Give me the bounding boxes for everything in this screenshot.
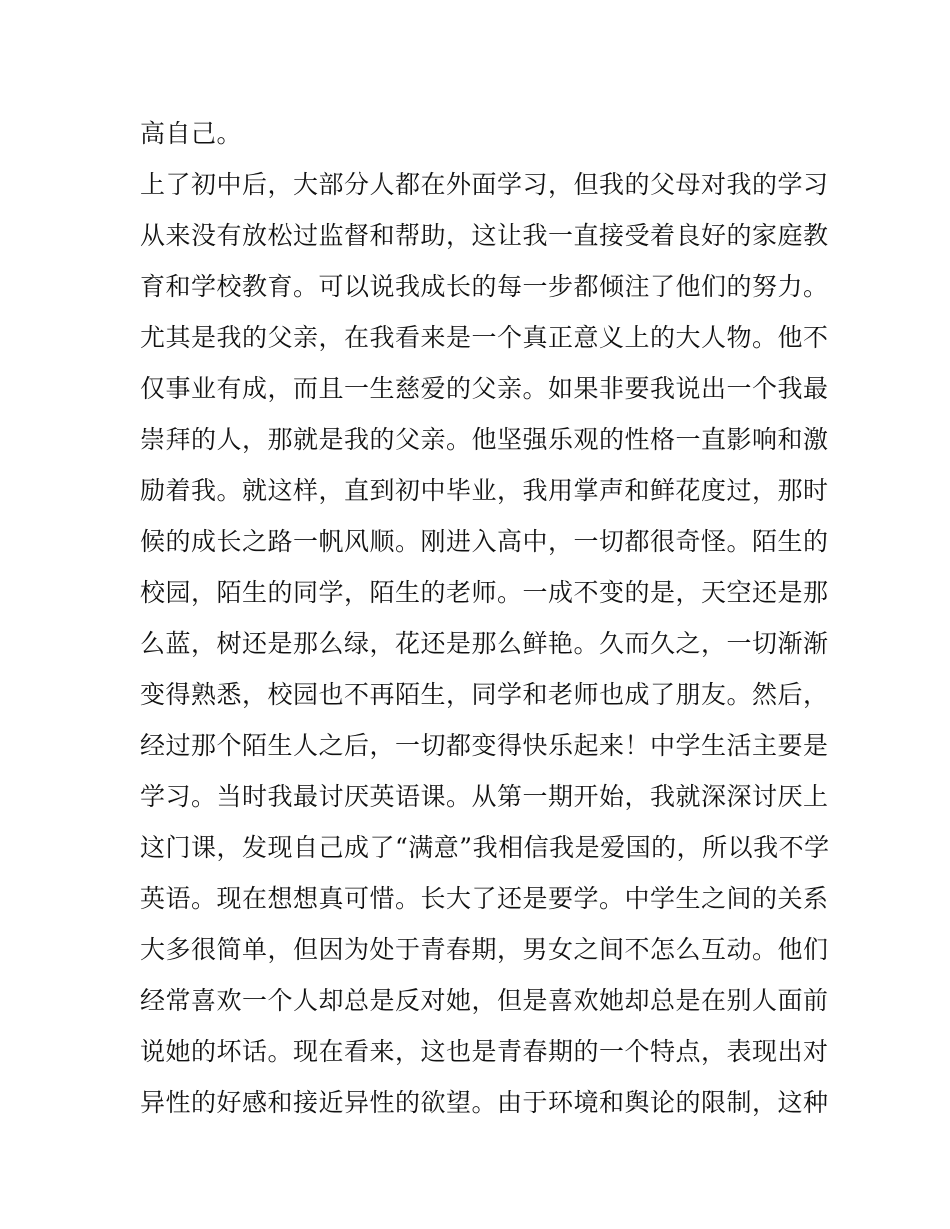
text-line: 大多很简单，但因为处于青春期，男女之间不怎么互动。他们 [140, 935, 829, 964]
text-line: 变得熟悉，校园也不再陌生，同学和老师也成了朋友。然后， [140, 680, 829, 709]
text-line: 励着我。就这样，直到初中毕业，我用掌声和鲜花度过，那时 [140, 476, 829, 505]
body-text [140, 108, 830, 1128]
text-line: 高自己。 [140, 119, 243, 148]
text-line: 这门课，发现自己成了“满意”我相信我是爱国的，所以我不学 [140, 833, 830, 862]
text-line: 崇拜的人，那就是我的父亲。他坚强乐观的性格一直影响和激 [140, 425, 829, 454]
text-line: 尤其是我的父亲，在我看来是一个真正意义上的大人物。他不 [140, 323, 829, 352]
text-line: 英语。现在想想真可惜。长大了还是要学。中学生之间的关系 [140, 884, 829, 913]
text-line: 学习。当时我最讨厌英语课。从第一期开始，我就深深讨厌上 [140, 782, 829, 811]
text-line: 说她的坏话。现在看来，这也是青春期的一个特点，表现出对 [140, 1037, 829, 1066]
text-line: 上了初中后，大部分人都在外面学习，但我的父母对我的学习 [140, 170, 829, 199]
text-line: 从来没有放松过监督和帮助，这让我一直接受着良好的家庭教 [140, 221, 829, 250]
text-line: 经过那个陌生人之后，一切都变得快乐起来！中学生活主要是 [140, 731, 829, 760]
text-line: 么蓝，树还是那么绿，花还是那么鲜艳。久而久之，一切渐渐 [140, 629, 829, 658]
text-line: 育和学校教育。可以说我成长的每一步都倾注了他们的努力。 [140, 272, 829, 301]
text-line: 经常喜欢一个人却总是反对她，但是喜欢她却总是在别人面前 [140, 986, 829, 1015]
text-line: 校园，陌生的同学，陌生的老师。一成不变的是，天空还是那 [140, 578, 829, 607]
text-line: 异性的好感和接近异性的欲望。由于环境和舆论的限制，这种 [140, 1088, 829, 1117]
text-line: 仅事业有成，而且一生慈爱的父亲。如果非要我说出一个我最 [140, 374, 829, 403]
text-line: 候的成长之路一帆风顺。刚进入高中，一切都很奇怪。陌生的 [140, 527, 829, 556]
